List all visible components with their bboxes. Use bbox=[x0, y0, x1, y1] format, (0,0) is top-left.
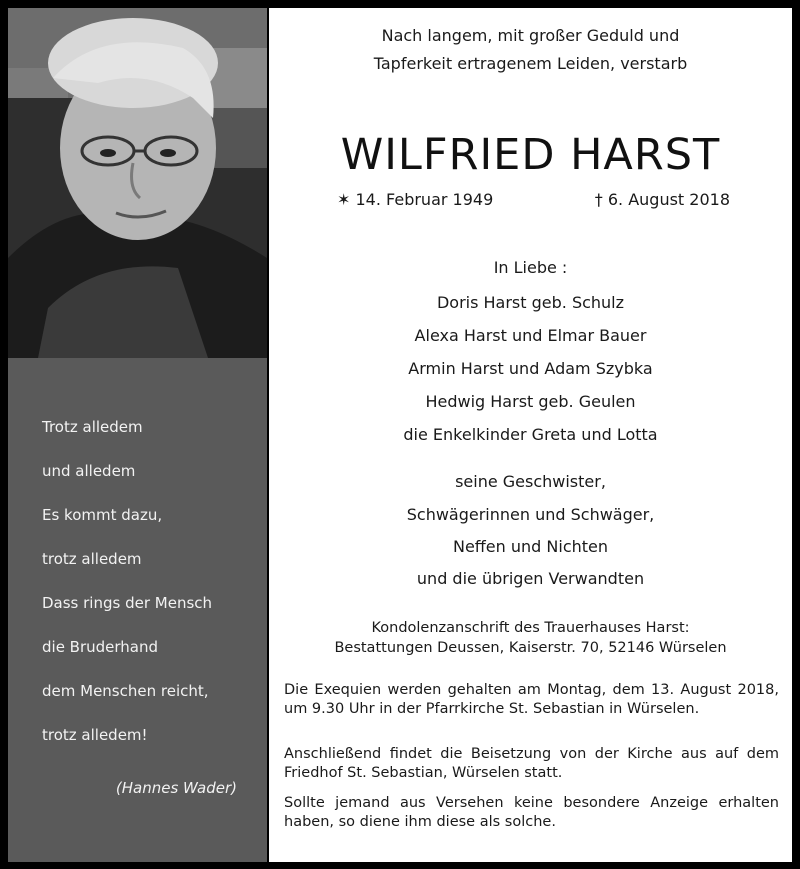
poem-line: trotz alledem! bbox=[42, 726, 148, 744]
exequien-paragraph: Die Exequien werden gehalten am Montag, dem 13. August 2018, um 9.30 Uhr in der Pfarrkirche St. Sebastian in Würselen. bbox=[284, 682, 779, 717]
relatives-line: Neffen und Nichten bbox=[452, 537, 609, 556]
family-member: Doris Harst geb. Schulz bbox=[436, 293, 625, 312]
in-liebe-label: In Liebe : bbox=[493, 258, 568, 277]
poem-author: (Hannes Wader) bbox=[115, 779, 237, 797]
intro-line: Nach langem, mit großer Geduld und bbox=[381, 26, 680, 45]
condolence-line: Kondolenzanschrift des Trauerhauses Harst: bbox=[371, 620, 690, 636]
poem-line: Trotz alledem bbox=[42, 418, 143, 436]
notice-paragraph: Sollte jemand aus Versehen keine besondere Anzeige erhalten haben, so diene ihm diese als solche. bbox=[284, 795, 779, 830]
portrait-photo bbox=[8, 8, 267, 358]
deceased-name: WILFRIED HARST bbox=[340, 130, 721, 180]
announcement-panel bbox=[269, 8, 792, 862]
intro-line: Tapferkeit ertragenem Leiden, verstarb bbox=[373, 54, 688, 73]
poem-line: dem Menschen reicht, bbox=[42, 682, 209, 700]
condolence-line: Bestattungen Deussen, Kaiserstr. 70, 52146 Würselen bbox=[334, 640, 727, 656]
death-date: † 6. August 2018 bbox=[594, 190, 730, 209]
portrait-image bbox=[8, 8, 267, 358]
poem-line: die Bruderhand bbox=[42, 638, 159, 656]
relatives-line: Schwägerinnen und Schwäger, bbox=[406, 505, 655, 524]
poem-line: Dass rings der Mensch bbox=[42, 594, 213, 612]
birth-date: ✶ 14. Februar 1949 bbox=[337, 190, 494, 209]
family-member: Alexa Harst und Elmar Bauer bbox=[414, 326, 647, 345]
poem-line: und alledem bbox=[42, 462, 136, 480]
poem-panel bbox=[8, 358, 267, 862]
relatives-line: seine Geschwister, bbox=[455, 472, 606, 491]
family-member: Armin Harst und Adam Szybka bbox=[408, 359, 653, 378]
relatives-line: und die übrigen Verwandten bbox=[416, 569, 645, 588]
poem-line: trotz alledem bbox=[42, 550, 142, 568]
burial-paragraph: Anschließend findet die Beisetzung von der Kirche aus auf dem Friedhof St. Sebastian, Würselen statt. bbox=[284, 746, 779, 781]
family-member: die Enkelkinder Greta und Lotta bbox=[403, 425, 658, 444]
family-member: Hedwig Harst geb. Geulen bbox=[425, 392, 636, 411]
poem-line: Es kommt dazu, bbox=[42, 506, 163, 524]
